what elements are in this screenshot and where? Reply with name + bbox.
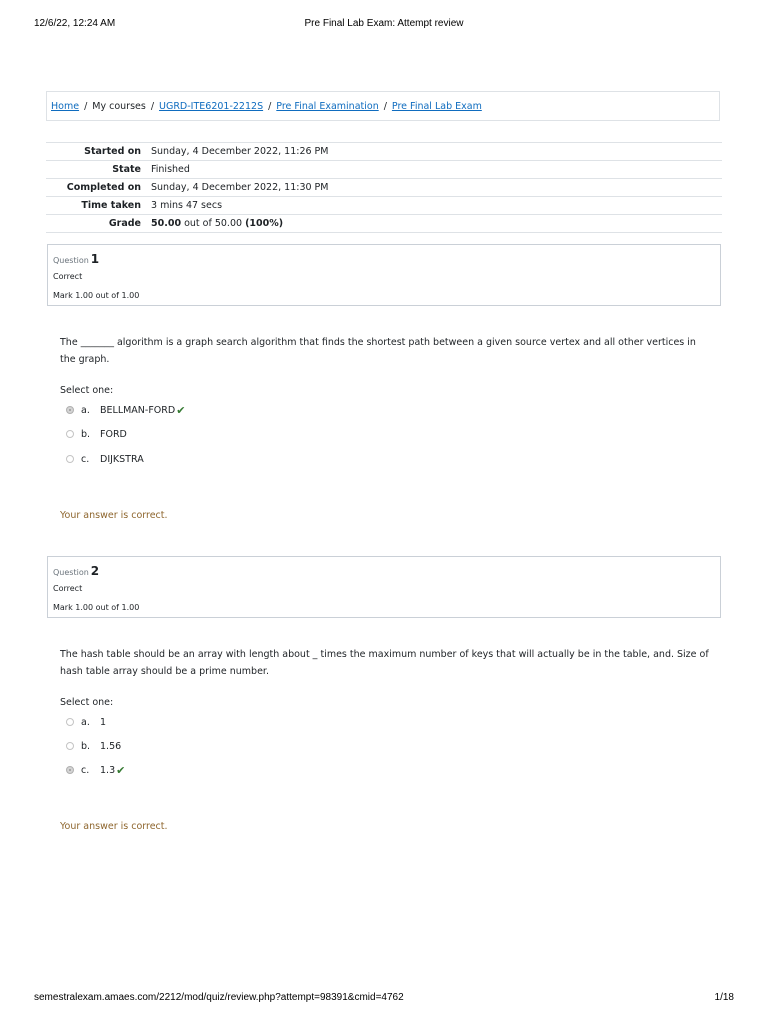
question-info-1 [47,244,721,306]
question-number: 2 [90,564,100,578]
completed-on-label: Completed on [46,179,146,197]
option-text: DIJKSTRA [100,453,144,465]
answer-option-1a[interactable] [66,403,185,417]
state-value: Finished [146,161,722,179]
print-page-number: 1/18 [714,992,734,1003]
summary-row-started [46,143,722,161]
breadcrumb-separator: / [84,100,88,112]
grade-score: 50.00 [151,218,182,229]
check-icon: ✔ [116,763,126,777]
question-text-2: The hash table should be an array with length about _ times the maximum number of keys that will actually be in the table, and. Size of hash table array should be a prime number. [60,649,709,677]
radio-button[interactable] [66,455,74,463]
answer-option-2a[interactable] [66,715,106,729]
breadcrumb-separator: / [268,100,272,112]
answer-feedback-1: Your answer is correct. [60,510,168,521]
answer-option-1c[interactable] [66,452,144,466]
time-taken-value: 3 mins 47 secs [146,197,722,215]
started-on-value: Sunday, 4 December 2022, 11:26 PM [146,143,722,161]
select-one-prompt-1: Select one: [60,385,114,396]
summary-row-state [46,161,722,179]
option-letter: a. [81,404,90,416]
print-header [0,18,768,32]
radio-button-selected[interactable] [66,766,74,774]
option-text: 1.56 [100,740,122,752]
question-number: 1 [90,252,100,266]
check-icon: ✔ [176,403,186,417]
option-text: 1.3 [100,764,116,776]
option-letter: b. [81,428,91,440]
question-mark: Mark 1.00 out of 1.00 [53,603,140,612]
print-datetime: 12/6/22, 12:24 AM [34,18,116,29]
breadcrumb [46,91,720,121]
summary-row-completed [46,179,722,197]
breadcrumb-my-courses: My courses [92,100,146,112]
breadcrumb-separator: / [150,100,155,112]
option-text: 1 [100,716,107,728]
breadcrumb-course-link[interactable]: UGRD-ITE6201-2212S [159,100,264,112]
question-state: Correct [53,272,83,281]
attempt-summary-table [46,142,722,233]
option-letter: b. [81,740,91,752]
radio-button[interactable] [66,430,74,438]
question-text-1: The _______ algorithm is a graph search algorithm that finds the shortest path between a given source vertex and all other vertices in the graph. [60,337,696,365]
answer-feedback-2: Your answer is correct. [60,821,168,832]
summary-row-time-taken [46,197,722,215]
state-label: State [46,161,146,179]
answer-option-1b[interactable] [66,427,127,441]
grade-out-of: out of 50.00 [181,218,246,229]
grade-value [146,215,722,233]
print-footer [0,992,768,1006]
question-label: Question [53,568,89,577]
option-text: BELLMAN-FORD [100,404,176,416]
grade-percent: (100%) [245,218,284,229]
print-url: semestralexam.amaes.com/2212/mod/quiz/review.php?attempt=98391&cmid=4762 [34,992,404,1003]
question-mark: Mark 1.00 out of 1.00 [53,291,140,300]
radio-button[interactable] [66,718,74,726]
breadcrumb-home-link[interactable]: Home [51,100,80,112]
question-state: Correct [53,584,83,593]
answer-option-2c[interactable] [66,763,125,777]
time-taken-label: Time taken [46,197,146,215]
breadcrumb-separator: / [383,100,387,112]
answer-option-2b[interactable] [66,739,121,753]
grade-label: Grade [46,215,146,233]
breadcrumb-section-link[interactable]: Pre Final Examination [276,100,379,112]
question-info-2 [47,556,721,618]
option-text: FORD [100,428,127,440]
radio-button[interactable] [66,742,74,750]
started-on-label: Started on [46,143,146,161]
question-label: Question [53,256,89,265]
print-page-title: Pre Final Lab Exam: Attempt review [304,18,464,29]
select-one-prompt-2: Select one: [60,697,114,708]
option-letter: a. [81,716,90,728]
radio-button-selected[interactable] [66,406,74,414]
breadcrumb-quiz-link[interactable]: Pre Final Lab Exam [391,100,482,112]
completed-on-value: Sunday, 4 December 2022, 11:30 PM [146,179,722,197]
summary-row-grade [46,215,722,233]
option-letter: c. [81,453,90,465]
option-letter: c. [81,764,90,776]
